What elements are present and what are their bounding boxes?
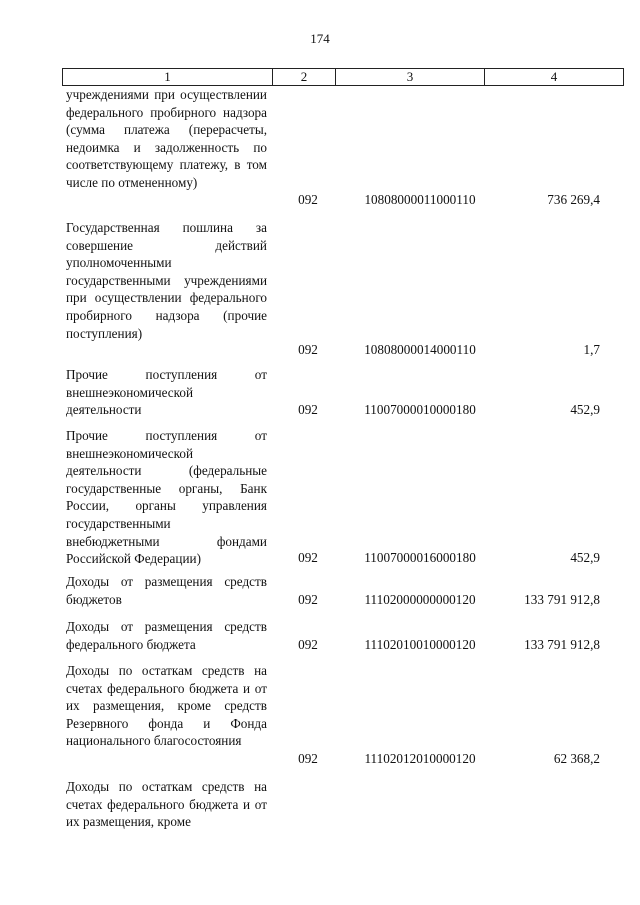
column-header-3: 3	[336, 69, 485, 86]
row-budget-code: 10808000011000110	[364, 192, 476, 208]
row-description: Прочие поступления от внешнеэкономической деятельности	[66, 367, 267, 418]
column-header-table	[62, 68, 624, 86]
table-row	[0, 618, 640, 654]
row-amount: 133 791 912,8	[524, 592, 600, 608]
row-admin-code: 092	[298, 342, 318, 358]
row-amount: 452,9	[570, 402, 600, 418]
row-description: Доходы от размещения средств федерального бюджета	[66, 619, 267, 652]
column-header-row	[63, 69, 624, 86]
row-description: Прочие поступления от внешнеэкономической деятельности (федеральные государственные органы, Банк России, органы управления государственными внебюджетными фондами Российской Федерации)	[66, 428, 267, 567]
column-header-1: 1	[63, 69, 273, 86]
row-amount: 62 368,2	[553, 751, 600, 767]
row-amount: 452,9	[570, 550, 600, 566]
table-row	[0, 778, 640, 832]
row-description: Доходы от размещения средств бюджетов	[66, 574, 267, 607]
table-row	[0, 427, 640, 567]
row-admin-code: 092	[298, 550, 318, 566]
row-description: Доходы по остаткам средств на счетах федерального бюджета и от их размещения, кроме средств Резервного фонда и Фонда национального благосостояния	[66, 663, 267, 749]
row-budget-code: 11007000016000180	[364, 550, 476, 566]
table-row	[0, 86, 640, 209]
row-admin-code: 092	[298, 402, 318, 418]
table-row	[0, 662, 640, 768]
row-description: Доходы по остаткам средств на счетах федерального бюджета и от их размещения, кроме	[66, 779, 267, 830]
row-description: Государственная пошлина за совершение действий уполномоченными государственными учреждениями при осуществлении федерального пробирного надзора (прочие поступления)	[66, 220, 267, 341]
page-number: 174	[310, 31, 330, 46]
table-row	[0, 366, 640, 419]
column-header-4: 4	[485, 69, 624, 86]
row-amount: 736 269,4	[547, 192, 600, 208]
row-admin-code: 092	[298, 751, 318, 767]
table-row	[0, 573, 640, 609]
row-budget-code: 11102000000000120	[364, 592, 476, 608]
row-amount: 1,7	[583, 342, 600, 358]
row-admin-code: 092	[298, 192, 318, 208]
column-header-2: 2	[273, 69, 336, 86]
row-admin-code: 092	[298, 592, 318, 608]
row-budget-code: 11007000010000180	[364, 402, 476, 418]
row-budget-code: 11102012010000120	[364, 751, 476, 767]
row-admin-code: 092	[298, 637, 318, 653]
row-budget-code: 10808000014000110	[364, 342, 476, 358]
row-description: учреждениями при осуществлении федерального пробирного надзора (сумма платежа (перерасчеты, недоимка и задолженность по соответствующему платежу, в том числе по отмененному)	[66, 87, 267, 190]
table-row	[0, 219, 640, 359]
row-amount: 133 791 912,8	[524, 637, 600, 653]
row-budget-code: 11102010010000120	[364, 637, 476, 653]
